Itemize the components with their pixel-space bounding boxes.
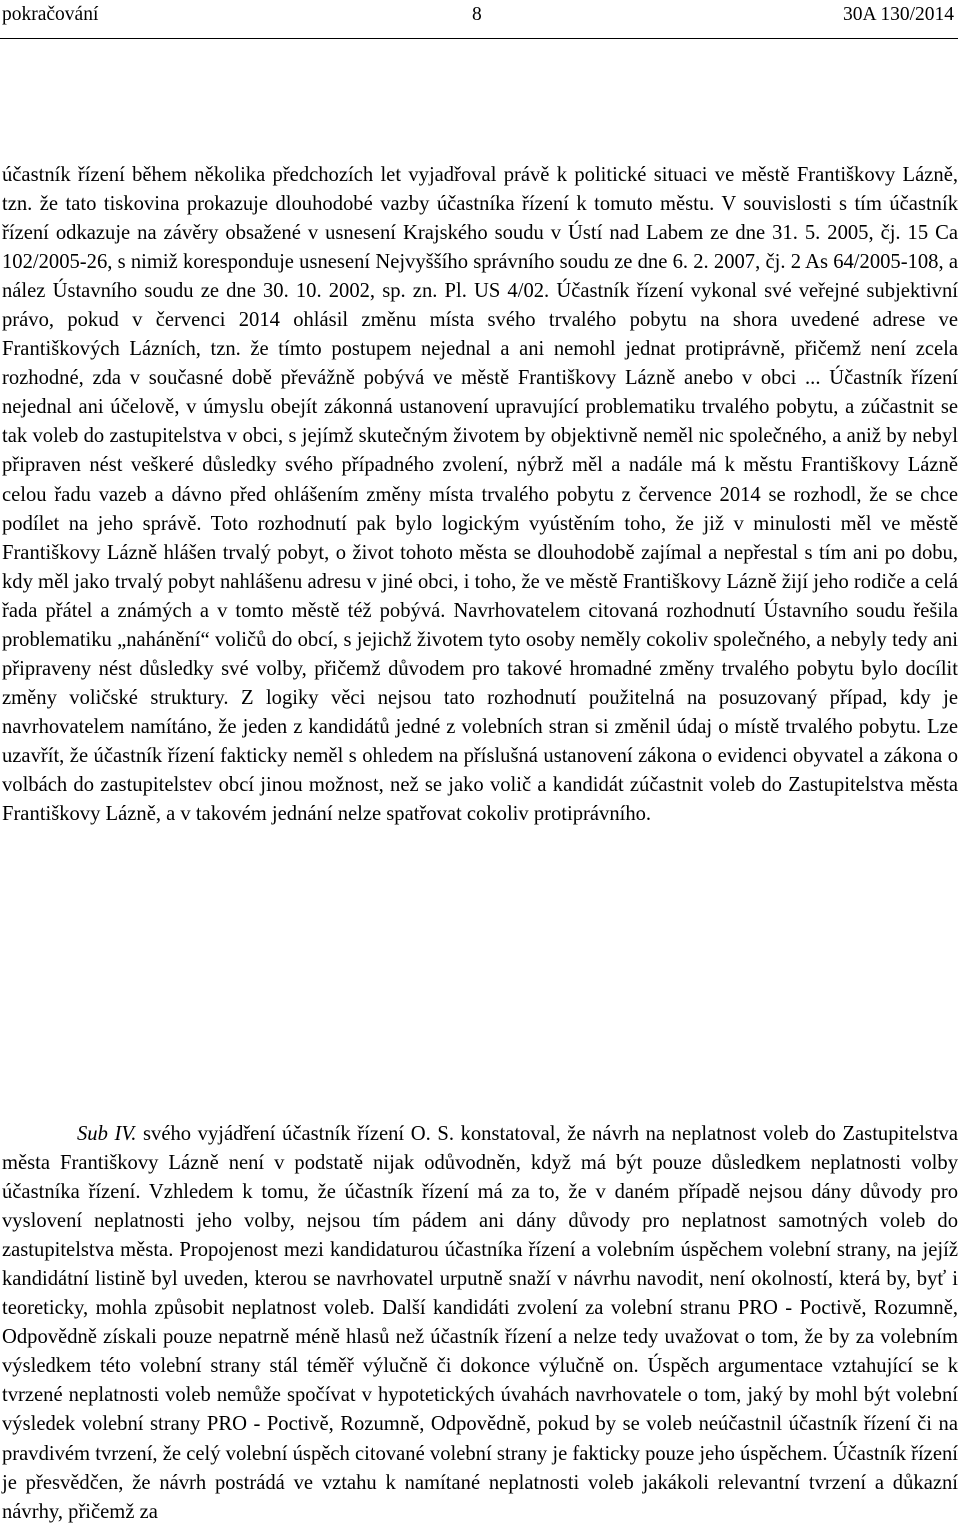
paragraph-2-body: svého vyjádření účastník řízení O. S. konstatoval, že návrh na neplatnost voleb do Zastupitelstva města Františkovy Lázně není v podstatě nijak odůvodněn, když má být pouze důsledkem neplatnosti volby účastníka řízení. Vzhledem k tomu, že účastník řízení má za to, že v daném případě nejsou dány důvody pro vyslovení neplatnosti jeho volby, nejsou tím pádem ani dány důvody pro neplatnost samotných voleb do zastupitelstva města. Propojenost mezi kandidaturou účastníka řízení a volebním úspěchem volební strany, na jejíž kandidátní listině byl uveden, kterou se navrhovatel urputně snaží v návrhu navodit, není okolností, která by, byť i teoreticky, mohla způsobit neplatnost voleb. Další kandidáti zvolení za volební stranu PRO - Poctivě, Rozumně, Odpovědně získali pouze nepatrně méně hlasů než účastník řízení a nelze tedy uvažovat o tom, že by za volebním výsledkem této volební strany stál téměř výlučně či dokonce výlučně on. Úspěch argumentace vztahující se k tvrzené neplatnosti voleb nemůže spočívat v hypotetických úvahách navrhovatele o tom, jaký by mohl být volební výsledek volební strany PRO - Poctivě, Rozumně, Odpovědně, pokud by se voleb neúčastnil účastník řízení či na pravdivém tvrzení, že celý volební úspěch citované volební strany je fakticky pouze jeho úspěchem. Účastník řízení je přesvědčen, že návrh postrádá ve vztahu k namítané neplatnosti voleb jakákoli relevantní tvrzení a důkazní návrhy, přičemž za	[2, 1123, 958, 1523]
paragraph-1: účastník řízení během několika předchozích let vyjadřoval právě k politické situaci ve městě Františkovy Lázně, tzn. že tato tiskovina prokazuje dlouhodobé vazby účastníka řízení k tomuto městu. V souvislosti s tím účastník řízení odkazuje na závěry obsažené v usnesení Krajského soudu v Ústí nad Labem ze dne 31. 5. 2005, čj. 15 Ca 102/2005-26, s nimiž koresponduje usnesení Nejvyššího správního soudu ze dne 6. 2. 2007, čj. 2 As 64/2005-108, a nález Ústavního soudu ze dne 30. 10. 2002, sp. zn. Pl. US 4/02. Účastník řízení vykonal své veřejné subjektivní právo, pokud v červenci 2014 ohlásil změnu místa svého trvalého pobytu na shora uvedené adrese ve Františkových Lázních, tzn. že tímto postupem nejednal a ani nemohl jednat protiprávně, přičemž není zcela rozhodné, zda v současné době převážně pobývá ve městě Františkovy Lázně anebo v obci ... Účastník řízení nejednal ani účelově, v úmyslu obejít zákonná ustanovení upravující problematiku trvalého pobytu, a zúčastnit se tak voleb do zastupitelstva v obci, s jejímž skutečným životem by objektivně neměl nic společného, a aniž by nebyl připraven nést veškeré důsledky svého případného zvolení, nýbrž měl a nadále má k městu Františkovy Lázně celou řadu vazeb a dávno před ohlášením změny místa trvalého pobytu z července 2014 se rozhodl, že se chce podílet na jeho správě. Toto rozhodnutí pak bylo logickým vyústěním toho, že již v minulosti měl ve městě Františkovy Lázně hlášen trvalý pobyt, o život tohoto města se dlouhodobě zajímal a nepřestal s tím ani po dobu, kdy měl jako trvalý pobyt nahlášenu adresu v jiné obci, i toho, že ve městě Františkovy Lázně žijí jeho rodiče a celá řada přátel a známých a v tomto městě též pobývá. Navrhovatelem citovaná rozhodnutí Ústavního soudu řešila problematiku „nahánění“ voličů do obcí, s jejichž životem tyto osoby neměly cokoliv společného, a nebyly tedy ani připraveny nést důsledky své volby, přičemž důvodem pro takové hromadné změny trvalého pobytu bylo docílit změny voličské struktury. Z logiky věci nejsou tato rozhodnutí použitelná na posuzovaný případ, kdy je navrhovatelem namítáno, že jeden z kandidátů jedné z volebních stran si změnil údaj o místě trvalého pobytu. Lze uzavřít, že účastník řízení fakticky neměl s ohledem na příslušná ustanovení zákona o evidenci obyvatel a zákona o volbách do zastupitelstev obcí jinou možnost, než se jako volič a kandidát zúčastnit voleb do Zastupitelstva města Františkovy Lázně, a v takovém jednání nelze spatřovat cokoliv protiprávního.	[2, 164, 958, 826]
page-header	[0, 0, 958, 39]
page-number: 8	[472, 4, 482, 25]
paragraph-2-lead: Sub IV.	[77, 1123, 137, 1145]
paragraph-2	[2, 1120, 958, 1527]
case-number: 30A 130/2014	[842, 4, 954, 25]
header-continuation-label: pokračování	[2, 4, 99, 25]
